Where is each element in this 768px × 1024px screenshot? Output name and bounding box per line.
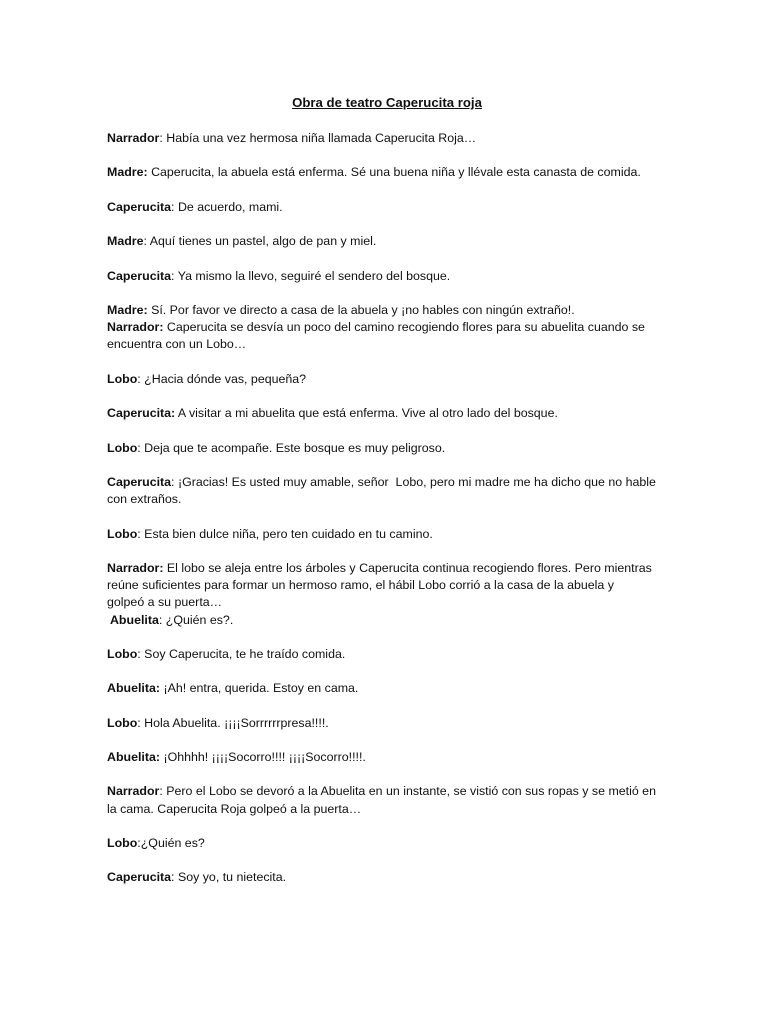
speaker-separator: :: [171, 870, 175, 885]
dialogue-line: [107, 715, 667, 732]
dialogue-text: con extraños.: [107, 492, 182, 507]
speaker-name: Lobo: [107, 836, 138, 851]
speaker-name: Narrador:: [107, 320, 164, 335]
script-body: [107, 130, 667, 887]
document-title: Obra de teatro Caperucita roja: [292, 95, 482, 110]
dialogue-line: [107, 612, 667, 629]
dialogue-line: [107, 646, 667, 663]
speaker-name: Lobo: [107, 646, 138, 661]
dialogue-line: [107, 164, 667, 181]
speaker-name: Abuelita: [107, 612, 159, 627]
dialogue-line: [107, 268, 667, 285]
dialogue-line: [107, 302, 667, 319]
dialogue-line: [107, 199, 667, 216]
dialogue-line: [107, 491, 667, 508]
blank-line: [107, 285, 667, 302]
blank-line: [107, 818, 667, 835]
speaker-name: Abuelita:: [107, 681, 161, 696]
speaker-name: Caperucita: [107, 870, 172, 885]
dialogue-text: Deja que te acompañe. Este bosque es muy peligroso.: [140, 440, 446, 455]
dialogue-line: [107, 233, 667, 250]
speaker-name: Lobo: [107, 371, 138, 386]
dialogue-line: [107, 869, 667, 886]
speaker-name: Madre:: [107, 165, 148, 180]
blank-line: [107, 766, 667, 783]
speaker-separator: :: [143, 234, 147, 249]
blank-line: [107, 250, 667, 267]
blank-line: [107, 422, 667, 439]
dialogue-text: golpeó a su puerta…: [107, 595, 223, 610]
speaker-name: Caperucita: [107, 268, 172, 283]
speaker-name: Madre:: [107, 302, 148, 317]
blank-line: [107, 388, 667, 405]
blank-line: [107, 216, 667, 233]
speaker-separator: :: [171, 268, 175, 283]
dialogue-text: Había una vez hermosa niña llamada Caperucita Roja…: [162, 131, 477, 145]
dialogue-line: [107, 749, 667, 766]
blank-line: [107, 182, 667, 199]
dialogue-text: Ya mismo la llevo, seguiré el sendero del bosque.: [174, 268, 451, 283]
dialogue-line: [107, 405, 667, 422]
dialogue-text: reúne suficientes para formar un hermoso ramo, el hábil Lobo corrió a la casa de la abuela y: [107, 578, 614, 593]
dialogue-line: [107, 371, 667, 388]
dialogue-line: [107, 560, 667, 577]
dialogue-text: Hola Abuelita. ¡¡¡¡Sorrrrrrpresa!!!!.: [140, 715, 329, 730]
dialogue-text: De acuerdo, mami.: [174, 199, 283, 214]
dialogue-line: [107, 319, 667, 336]
dialogue-line: [107, 130, 667, 147]
speaker-name: Caperucita: [107, 199, 172, 214]
speaker-name: Narrador: [107, 784, 160, 799]
dialogue-text: Aquí tienes un pastel, algo de pan y miel.: [146, 234, 377, 249]
dialogue-text: Caperucita, la abuela está enferma. Sé una buena niña y llévale esta canasta de comida.: [147, 165, 641, 180]
speaker-separator: :: [137, 440, 141, 455]
blank-line: [107, 147, 667, 164]
speaker-name: Narrador:: [107, 560, 164, 575]
speaker-name: Lobo: [107, 440, 138, 455]
speaker-separator: :: [171, 199, 175, 214]
speaker-name: Lobo: [107, 715, 138, 730]
dialogue-line: [107, 336, 667, 353]
blank-line: [107, 852, 667, 869]
dialogue-text: ¿Quién es?.: [162, 612, 234, 627]
dialogue-text: A visitar a mi abuelita que está enferma. Vive al otro lado del bosque.: [175, 406, 558, 421]
speaker-separator: :: [171, 474, 175, 489]
blank-line: [107, 663, 667, 680]
speaker-separator: :: [137, 836, 141, 851]
document-page: [107, 94, 667, 887]
speaker-separator: :: [137, 371, 141, 386]
dialogue-text: ¡Ohhhh! ¡¡¡¡Socorro!!!! ¡¡¡¡Socorro!!!!.: [160, 750, 366, 765]
blank-line: [107, 732, 667, 749]
dialogue-line: [107, 680, 667, 697]
speaker-name: Madre: [107, 234, 144, 249]
speaker-separator: :: [159, 784, 163, 799]
blank-line: [107, 543, 667, 560]
dialogue-line: [107, 440, 667, 457]
blank-line: [107, 457, 667, 474]
speaker-name: Narrador: [107, 131, 160, 145]
dialogue-text: ¿Hacia dónde vas, pequeña?: [140, 371, 307, 386]
dialogue-text: Esta bien dulce niña, pero ten cuidado en tu camino.: [140, 526, 433, 541]
dialogue-line: [107, 474, 667, 491]
blank-line: [107, 698, 667, 715]
speaker-name: Caperucita:: [107, 406, 176, 421]
speaker-separator: :: [159, 131, 163, 145]
speaker-separator: :: [137, 646, 141, 661]
dialogue-text: ¡Ah! entra, querida. Estoy en cama.: [160, 681, 359, 696]
dialogue-text: El lobo se aleja entre los árboles y Caperucita continua recogiendo flores. Pero mientras: [163, 560, 652, 575]
dialogue-text: la cama. Caperucita Roja golpeó a la puerta…: [107, 801, 362, 816]
dialogue-text: ¿Quién es?: [140, 836, 205, 851]
blank-line: [107, 354, 667, 371]
speaker-name: Lobo: [107, 526, 138, 541]
speaker-separator: :: [158, 612, 163, 627]
speaker-name: Abuelita:: [107, 750, 161, 765]
dialogue-line: [107, 526, 667, 543]
blank-line: [107, 508, 667, 525]
dialogue-text: Pero el Lobo se devoró a la Abuelita en un instante, se vistió con sus ropas y se metió en: [162, 784, 656, 799]
dialogue-text: encuentra con un Lobo…: [107, 337, 247, 352]
speaker-separator: :: [137, 715, 141, 730]
dialogue-line: [107, 783, 667, 800]
dialogue-line: [107, 594, 667, 611]
dialogue-text: Soy Caperucita, te he traído comida.: [140, 646, 346, 661]
speaker-separator: :: [137, 526, 141, 541]
dialogue-text: Sí. Por favor ve directo a casa de la abuela y ¡no hables con ningún extraño!.: [147, 302, 575, 317]
blank-line: [107, 629, 667, 646]
dialogue-line: [107, 577, 667, 594]
dialogue-line: [107, 801, 667, 818]
dialogue-text: Caperucita se desvía un poco del camino recogiendo flores para su abuelita cuando se: [163, 320, 645, 335]
dialogue-text: ¡Gracias! Es usted muy amable, señor Lobo, pero mi madre me ha dicho que no hable: [174, 474, 656, 489]
dialogue-text: Soy yo, tu nietecita.: [174, 870, 287, 885]
speaker-name: Caperucita: [107, 474, 172, 489]
dialogue-line: [107, 835, 667, 852]
